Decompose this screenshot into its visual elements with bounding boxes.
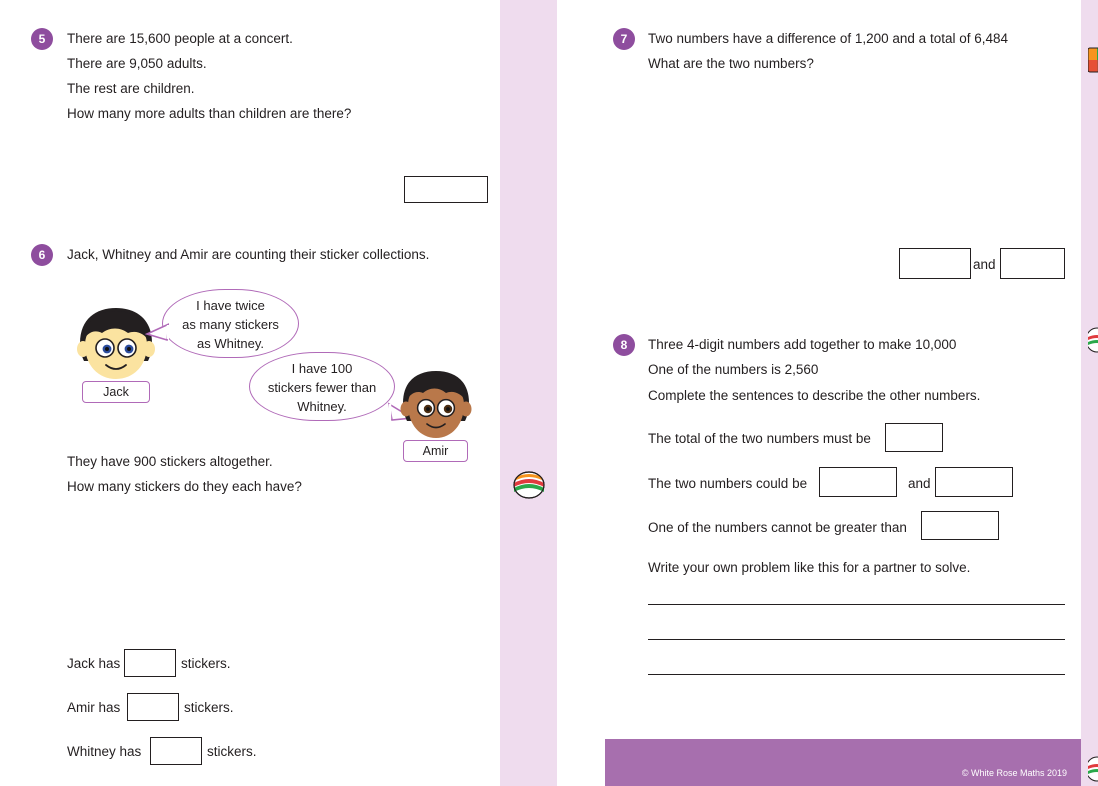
amir-avatar (398, 369, 474, 441)
decorative-band-right (1081, 0, 1098, 786)
question-6-line-1: Jack, Whitney and Amir are counting their sticker collections. (67, 247, 430, 262)
jack-name-tag: Jack (82, 381, 150, 403)
question-7-line-2: What are the two numbers? (648, 56, 814, 71)
question-5-line-4: How many more adults than children are there? (67, 106, 352, 121)
question-7-number: 7 (613, 28, 635, 50)
question-8-write-line-2[interactable] (648, 639, 1065, 640)
question-5-number: 5 (31, 28, 53, 50)
amir-answer-suffix: stickers. (184, 700, 234, 715)
question-8-sentence-3-prefix: One of the numbers cannot be greater than (648, 520, 907, 535)
whitney-answer-suffix: stickers. (207, 744, 257, 759)
question-8-sentence-2-prefix: The two numbers could be (648, 476, 808, 491)
question-7-answer-box-2[interactable] (1000, 248, 1065, 279)
right-column (557, 0, 1081, 786)
question-5-line-3: The rest are children. (67, 81, 195, 96)
amir-bubble-line-2: stickers fewer than (267, 379, 377, 395)
jack-answer-box[interactable] (124, 649, 176, 677)
jack-bubble-line-3: as Whitney. (197, 335, 264, 351)
question-7-line-1: Two numbers have a difference of 1,200 and a total of 6,484 (648, 31, 1008, 46)
question-6-after-line-2: How many stickers do they each have? (67, 479, 302, 494)
question-8-line-3: Complete the sentences to describe the other numbers. (648, 388, 981, 403)
question-8-write-line-1[interactable] (648, 604, 1065, 605)
question-8-line-2: One of the numbers is 2,560 (648, 362, 819, 377)
question-6-number: 6 (31, 244, 53, 266)
question-6-after-line-1: They have 900 stickers altogether. (67, 454, 273, 469)
white-rose-maths-logo-top-right (1088, 44, 1098, 81)
question-8-answer-box-a[interactable] (819, 467, 897, 497)
decorative-band-middle (500, 0, 557, 786)
copyright-text: © White Rose Maths 2019 (961, 768, 1067, 778)
question-8-answer-box-b[interactable] (935, 467, 1013, 497)
question-5-line-1: There are 15,600 people at a concert. (67, 31, 293, 46)
amir-bubble-line-1: I have 100 (291, 361, 353, 376)
white-rose-maths-logo-bottom-right (1088, 756, 1098, 786)
amir-bubble-line-3: Whitney. (297, 398, 347, 414)
jack-answer-prefix: Jack has (67, 656, 121, 671)
question-7-answer-box-1[interactable] (899, 248, 971, 279)
jack-bubble-line-1: I have twice (196, 298, 265, 313)
question-8-sentence-2-joiner: and (908, 476, 931, 491)
jack-answer-suffix: stickers. (181, 656, 231, 671)
amir-name-tag: Amir (403, 440, 468, 462)
question-5-line-2: There are 9,050 adults. (67, 56, 207, 71)
question-8-write-prompt: Write your own problem like this for a partner to solve. (648, 560, 971, 575)
question-8-answer-box-total[interactable] (885, 423, 943, 452)
question-8-number: 8 (613, 334, 635, 356)
footer-bar (605, 739, 1081, 786)
whitney-answer-prefix: Whitney has (67, 744, 142, 759)
amir-answer-prefix: Amir has (67, 700, 121, 715)
white-rose-maths-logo-mid-right (1088, 325, 1098, 360)
amir-speech-bubble (249, 352, 395, 421)
question-7-answer-joiner: and (973, 257, 996, 272)
question-8-answer-box-max[interactable] (921, 511, 999, 540)
question-8-write-line-3[interactable] (648, 674, 1065, 675)
amir-answer-box[interactable] (127, 693, 179, 721)
jack-bubble-line-2: as many stickers (182, 316, 279, 332)
question-8-line-1: Three 4-digit numbers add together to make 10,000 (648, 337, 957, 352)
whitney-answer-box[interactable] (150, 737, 202, 765)
question-8-sentence-1-prefix: The total of the two numbers must be (648, 431, 871, 446)
jack-bubble-tail (145, 320, 169, 344)
question-5-answer-box[interactable] (404, 176, 488, 203)
jack-speech-bubble (162, 289, 299, 358)
left-column (0, 0, 500, 786)
white-rose-maths-logo-middle (511, 467, 547, 508)
